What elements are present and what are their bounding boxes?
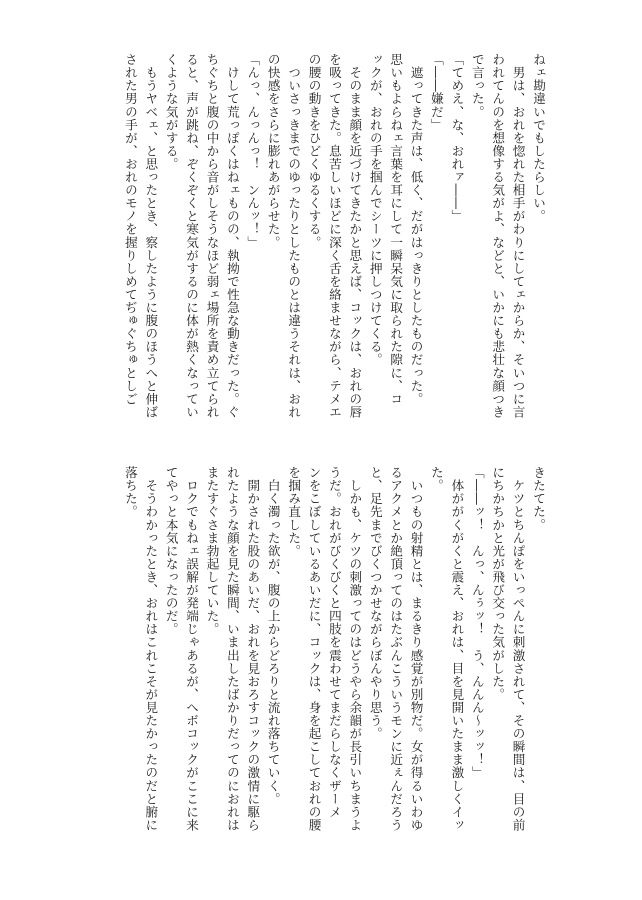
text-column: ねェ勘違いでもしたらしい。 (531, 53, 546, 223)
text-column: た。 (428, 466, 444, 493)
text-column: 男は、おれを惚れた相手がわりにしてェからか、そいつに言 (510, 53, 526, 419)
text-column: 落ちた。 (122, 466, 138, 519)
text-column: にちかちかと光が飛び交った気がした。 (490, 466, 506, 701)
text-column: と、足先までびくつかせながらぼんやり思う。 (367, 466, 383, 741)
text-column: もうヤベェ、と思ったとき、察したように腹のほうへと伸ば (143, 53, 159, 419)
text-column: 「てめえ、な、おれァ――」 (449, 53, 465, 223)
text-column: うだ。おれがびくびくと四肢を震わせてまだらしなくザーメ (326, 466, 342, 819)
text-column: われてんのを想像する気がよ、などと、いかにも悲壮な顔つき (490, 53, 506, 419)
text-column: ケツとちんぽをいっぺんに刺激されて、その瞬間は、目の前 (510, 466, 526, 832)
text-column: 開かされた股のあいだ、おれを見おろすコックの激情に駆ら (245, 466, 261, 832)
text-column: くような気がする。 (163, 53, 179, 171)
text-column: ついさっきまでのゆったりとしたものとは違うそれは、おれ (286, 53, 302, 419)
upper-text-block (119, 53, 548, 427)
text-column: ちぐちと腹の中から音がしそうなほど弱ェ場所を責め立てられ (204, 53, 220, 419)
text-column: された男の手が、おれのモノを握りしめてぢゅぐちゅとしご (122, 53, 138, 406)
text-column: しかも、ケツの刺激ってのはどうやら余韻が長引いちまうよ (347, 466, 363, 832)
text-column: 「――ッ！ んっ、んぅッ！ う、んんん〜ッッ！」 (469, 466, 485, 780)
text-column: を掴み直した。 (286, 466, 302, 558)
text-column: いつもの射精とは、まるきり感覚が別物だ。女が得るいわゆ (408, 466, 424, 832)
text-column: を吸ってきた。息苦しいほどに深く舌を絡ませながら、テメエ (326, 53, 342, 419)
text-column: るアクメとか絶頂ってのはたぶんこういうモンに近ぇんだろう (388, 466, 404, 832)
text-column: きたてた。 (531, 466, 546, 532)
text-column: てやっと本気になったのだ。 (163, 466, 179, 636)
text-column: の快感をさらに膨れあがらせた。 (265, 53, 281, 249)
text-column: れたような顔を見た瞬間、いま出したばかりだってのにおれは (224, 466, 240, 832)
lower-text-block (119, 466, 548, 840)
text-column: またすぐさま勃起していた。 (204, 466, 220, 636)
text-column: 「んっ、んっんっ！ ンんッ！」 (245, 53, 261, 249)
text-column: ンをこぼしているあいだに、コックは、身を起こしておれの腰 (306, 466, 322, 832)
text-column: そうわかったとき、おれはこれこそが見たかったのだと腑に (143, 466, 159, 832)
text-column: ると、声が跳ね、ぞくぞくと寒気がするのに体が熱くなってい (184, 53, 200, 419)
text-column: 思いもよらねェ言葉を耳にして一瞬呆気に取られた隙に、コ (388, 53, 404, 406)
text-column: けして荒っぽくはねェものの、執拗で性急な動きだった。ぐ (224, 53, 240, 419)
text-column: の腰の動きをひどくゆるくする。 (306, 53, 322, 249)
text-column: 体ががくがくと震え、おれは、目を見開いたまま激しくイッ (449, 466, 465, 832)
text-column: ロクでもねェ誤解が発端じゃあるが、へボコックがここに来 (184, 466, 200, 832)
text-column: そのまま顔を近づけてきたかと思えば、コックは、おれの唇 (347, 53, 363, 419)
text-column: で言った。 (469, 53, 485, 119)
text-column: 遮ってきた声は、低く、だがはっきりとしたものだった。 (408, 53, 424, 406)
text-column: 「――嫌だ」 (428, 53, 444, 132)
text-column: ックが、おれの手を掴んでシーツに押しつけてくる。 (367, 53, 383, 367)
text-column: 白く濁った欲が、腹の上からどろりと流れ落ちていく。 (265, 466, 281, 806)
